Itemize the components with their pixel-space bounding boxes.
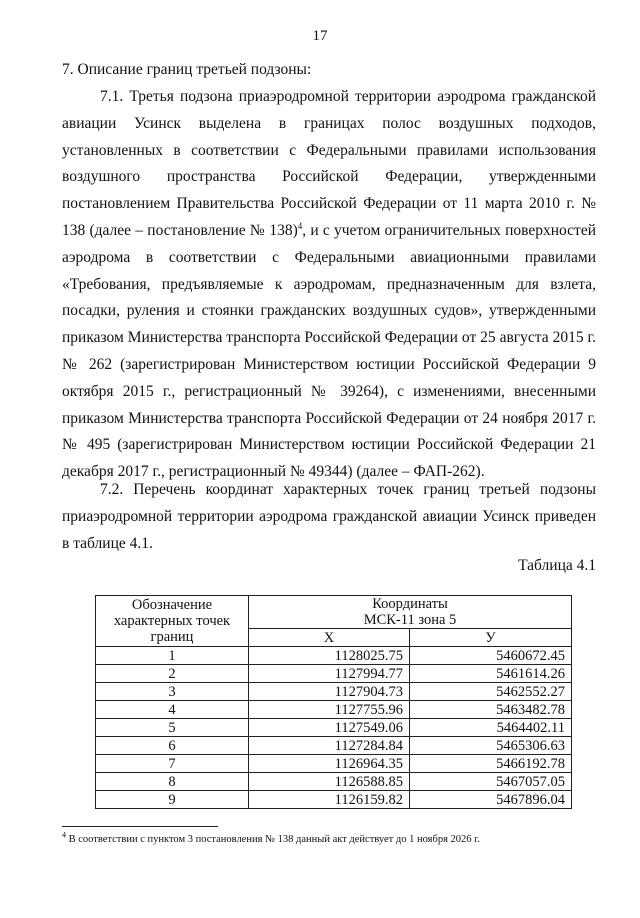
point-number: 7 bbox=[96, 755, 249, 773]
header-point-name-line3: границ bbox=[150, 629, 194, 645]
header-point-name-line1: Обозначение bbox=[131, 597, 213, 613]
x-value: 1127284.84 bbox=[249, 737, 410, 755]
y-value: 5465306.63 bbox=[409, 737, 571, 755]
table-caption: Таблица 4.1 bbox=[518, 557, 596, 574]
table-row bbox=[96, 683, 572, 701]
table-row bbox=[96, 701, 572, 719]
table-row bbox=[96, 773, 572, 791]
x-value: 1127904.73 bbox=[249, 683, 410, 701]
y-value: 5464402.11 bbox=[409, 719, 571, 737]
point-number: 4 bbox=[96, 701, 249, 719]
footnote-text: В соответствии с пунктом 3 постановления № 138 данный акт действует до 1 ноября 2026 г. bbox=[66, 834, 480, 845]
table-row bbox=[96, 791, 572, 809]
x-value: 1126588.85 bbox=[249, 773, 410, 791]
x-value: 1128025.75 bbox=[249, 647, 410, 665]
table-body bbox=[96, 647, 572, 809]
header-coordinates-line1: Координаты bbox=[372, 596, 448, 612]
point-number: 9 bbox=[96, 791, 249, 809]
header-x: X bbox=[249, 629, 410, 647]
x-value: 1126159.82 bbox=[249, 791, 410, 809]
section-heading: 7. Описание границ третьей подзоны: bbox=[62, 61, 312, 78]
y-value: 5460672.45 bbox=[409, 647, 571, 665]
header-point-name bbox=[96, 596, 249, 647]
y-value: 5467896.04 bbox=[409, 791, 571, 809]
footnote-ref: 4 bbox=[297, 220, 303, 231]
footnote-divider bbox=[62, 826, 218, 827]
y-value: 5461614.26 bbox=[409, 665, 571, 683]
y-value: 5462552.27 bbox=[409, 683, 571, 701]
table-row bbox=[96, 755, 572, 773]
x-value: 1127994.77 bbox=[249, 665, 410, 683]
x-value: 1126964.35 bbox=[249, 755, 410, 773]
page-number: 17 bbox=[312, 28, 328, 44]
point-number: 2 bbox=[96, 665, 249, 683]
header-y: У bbox=[409, 629, 571, 647]
point-number: 6 bbox=[96, 737, 249, 755]
footnote bbox=[62, 830, 480, 845]
x-value: 1127549.06 bbox=[249, 719, 410, 737]
paragraph-7-1-text-b: , и с учетом ограничительных поверхностей аэродрома в соответствии с Федеральными авиационными правилами «Требования, предъявляемые к аэродромам, предназначенным для взлета, посадки, руления и стоянки гражданских воздушных судов», утвержденными приказом Министерства транспорта Российской Федерации от 25 августа 2015 г. № 262 (зарегистрирован Министерством юстиции Российской Федерации 9 октября 2015 г., регистрационный № 39264), с изменениями, внесенными приказом Министерства транспорта Российской Федерации от 24 ноября 2017 г. № 495 (зарегистрирован Министерством юстиции Российской Федерации 21 декабря 2017 г., регистрационный № 49344) (далее – ФАП-262). bbox=[62, 221, 596, 481]
point-number: 1 bbox=[96, 647, 249, 665]
table-row bbox=[96, 647, 572, 665]
table-row bbox=[96, 665, 572, 683]
y-value: 5467057.05 bbox=[409, 773, 571, 791]
point-number: 3 bbox=[96, 683, 249, 701]
paragraph-7-1-text-a: 7.1. Третья подзона приаэродромной территории аэродрома гражданской авиации Усинск выделена в границах полос воздушных подходов, установленных в соответствии с Федеральными правилами использования воздушного пространства Российской Федерации, утвержденными постановлением Правительства Российской Федерации от 11 марта 2010 г. № 138 (далее – постановление № 138) bbox=[62, 88, 596, 239]
header-point-name-line2: характерных точек bbox=[113, 613, 231, 629]
y-value: 5463482.78 bbox=[409, 701, 571, 719]
point-number: 8 bbox=[96, 773, 249, 791]
paragraph-7-2: 7.2. Перечень координат характерных точек границ третьей подзоны приаэродромной территории аэродрома гражданской авиации Усинск приведен в таблице 4.1. bbox=[62, 481, 596, 552]
table-row bbox=[96, 719, 572, 737]
point-number: 5 bbox=[96, 719, 249, 737]
y-value: 5466192.78 bbox=[409, 755, 571, 773]
header-coordinates bbox=[249, 596, 572, 629]
coordinates-table bbox=[95, 595, 572, 809]
table-row bbox=[96, 737, 572, 755]
x-value: 1127755.96 bbox=[249, 701, 410, 719]
footnote-number: 4 bbox=[62, 830, 66, 840]
paragraph-7-1 bbox=[62, 84, 596, 486]
header-coordinates-line2: МСК-11 зона 5 bbox=[363, 612, 457, 628]
